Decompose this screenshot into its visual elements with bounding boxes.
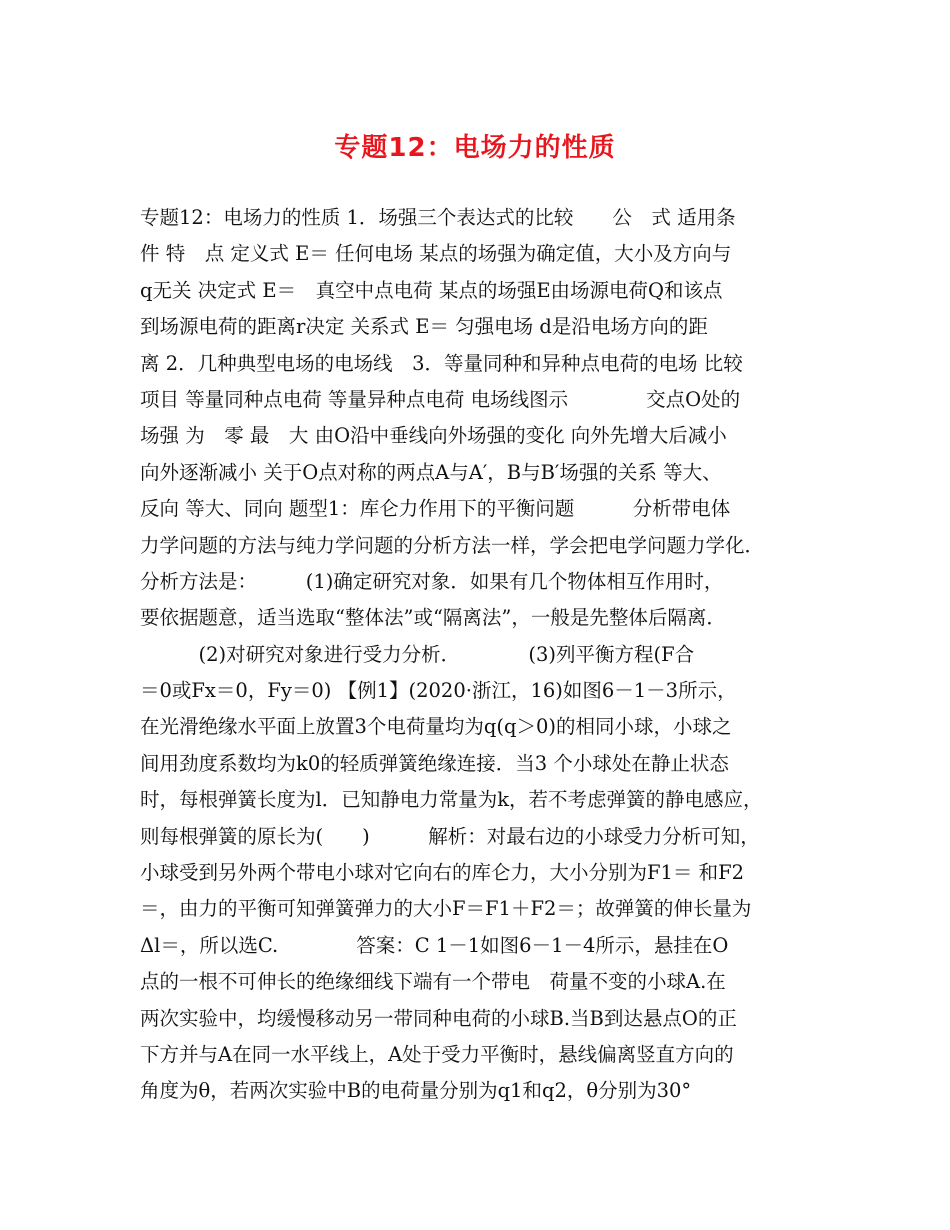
body-line: 两次实验中，均缓慢移动另一带同种电荷的小球B.当B到达悬点O的正 bbox=[140, 1006, 737, 1030]
body-line: 场强 为 零 最 大 由O沿中垂线向外场强的变化 向外先增大后减小 bbox=[140, 424, 727, 448]
body-line: q无关 决定式 E＝ 真空中点电荷 某点的场强E由场源电荷Q和该点 bbox=[140, 278, 723, 302]
body-line: ＝，由力的平衡可知弹簧弹力的大小F＝F1＋F2＝；故弹簧的伸长量为 bbox=[140, 897, 752, 921]
body-line: 则每根弹簧的原长为( ) 解析：对最右边的小球受力分析可知， bbox=[140, 824, 760, 848]
body-line: 间用劲度系数均为k0的轻质弹簧绝缘连接．当3 个小球处在静止状态 bbox=[140, 751, 729, 775]
body-line: 下方并与A在同一水平线上，A处于受力平衡时，悬线偏离竖直方向的 bbox=[140, 1042, 734, 1066]
body-line: 专题12：电场力的性质 1．场强三个表达式的比较 公 式 适用条 bbox=[140, 206, 736, 229]
document-body bbox=[140, 200, 815, 1110]
body-line: 离 2．几种典型电场的电场线 3．等量同种和异种点电荷的电场 比较 bbox=[140, 351, 743, 375]
body-line: 角度为θ，若两次实验中B的电荷量分别为q1和q2，θ分别为30° bbox=[140, 1079, 692, 1103]
body-line: 小球受到另外两个带电小球对它向右的库仑力，大小分别为F1＝ 和F2 bbox=[140, 861, 745, 885]
body-line: 向外逐渐减小 关于O点对称的两点A与A′，B与B′场强的关系 等大、 bbox=[140, 460, 722, 484]
body-line: (2)对研究对象进行受力分析． (3)列平衡方程(F合 bbox=[140, 642, 695, 666]
body-line: Δl＝，所以选C. 答案：C 1－1如图6－1－4所示，悬挂在O bbox=[140, 933, 729, 957]
body-line: 分析方法是： (1)确定研究对象．如果有几个物体相互作用时， bbox=[140, 569, 724, 593]
body-line: 力学问题的方法与纯力学问题的分析方法一样，学会把电学问题力学化． bbox=[140, 533, 765, 557]
body-line: 件 特 点 定义式 E＝ 任何电场 某点的场强为确定值，大小及方向与 bbox=[140, 242, 732, 266]
document-title: 专题12：电场力的性质 bbox=[334, 133, 616, 163]
body-line: 点的一根不可伸长的绝缘细线下端有一个带电 荷量不变的小球A.在 bbox=[140, 970, 726, 994]
body-line: 在光滑绝缘水平面上放置3个电荷量均为q(q＞0)的相同小球，小球之 bbox=[140, 715, 732, 739]
body-line: 时，每根弹簧长度为l．已知静电力常量为k，若不考虑弹簧的静电感应， bbox=[140, 788, 763, 812]
body-line: 到场源电荷的距离r决定 关系式 E＝ 匀强电场 d是沿电场方向的距 bbox=[140, 315, 708, 339]
body-line: 项目 等量同种点电荷 等量异种点电荷 电场线图示 交点O处的 bbox=[140, 387, 741, 411]
body-line: ＝0或Fx＝0，Fy＝0) 【例1】(2020·浙江，16)如图6－1－3所示， bbox=[140, 679, 737, 703]
body-line: 要依据题意，适当选取“整体法”或“隔离法”，一般是先整体后隔离． bbox=[140, 606, 726, 630]
body-line: 反向 等大、同向 题型1：库仑力作用下的平衡问题 分析带电体 bbox=[140, 497, 731, 521]
